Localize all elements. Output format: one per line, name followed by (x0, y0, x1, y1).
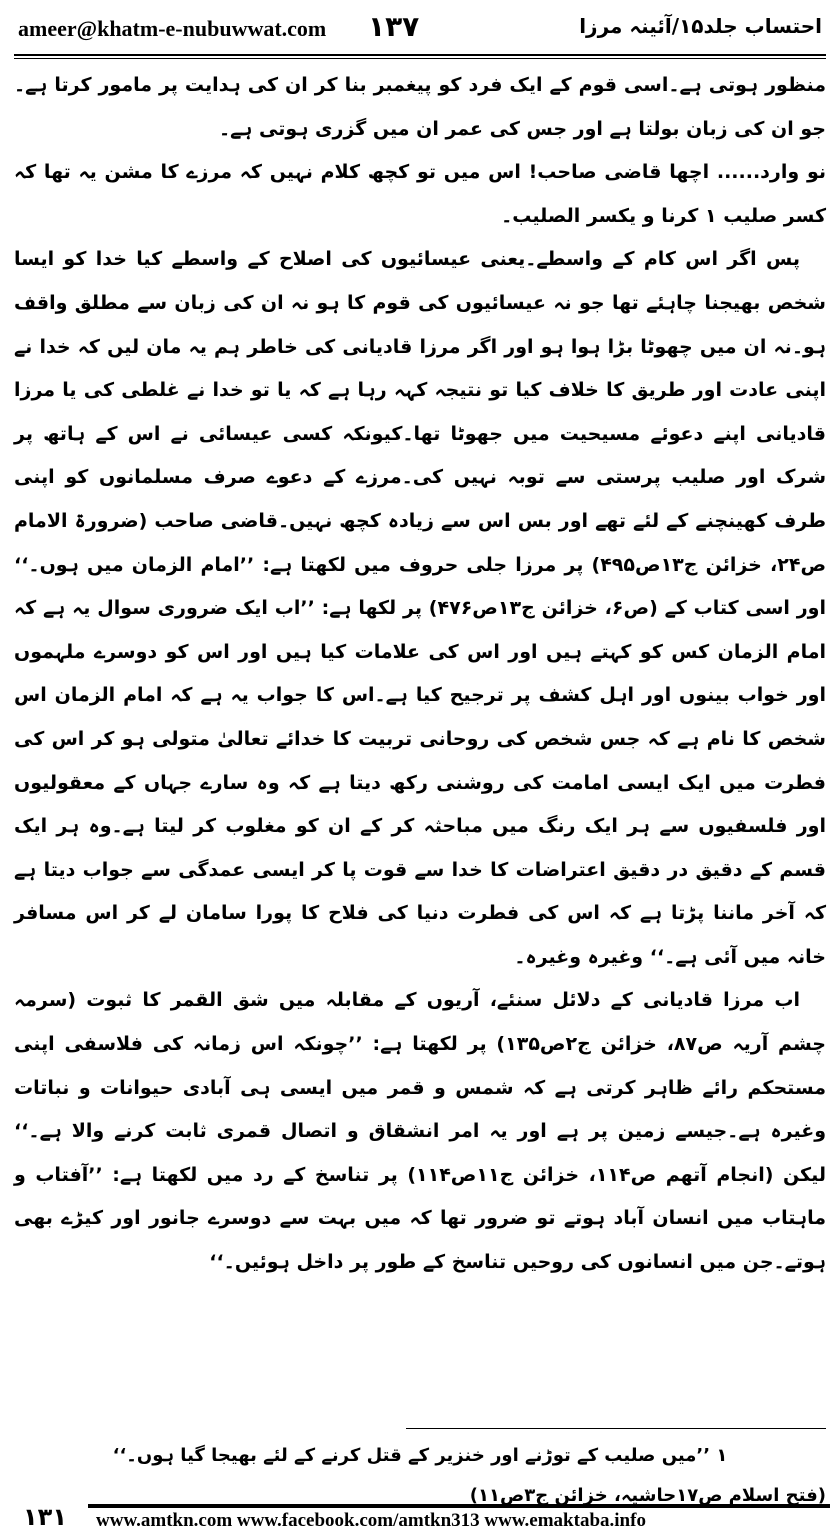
body-text (14, 64, 826, 1285)
footer-urls[interactable]: www.amtkn.com www.facebook.com/amtkn313 www.emaktaba.info (96, 1510, 646, 1531)
paragraph-4: اب مرزا قادیانی کے دلائل سنئے، آریوں کے مقابلہ میں شق القمر کا ثبوت (سرمہ چشم آریہ ص۸۷، خزائن ج۲ص۱۳۵) پر لکھتا ہے: ’’چونکہ اس زمانہ کی فلاسفی اپنی مستحکم رائے ظاہر کرتی ہے کہ شمس و قمر میں ایسی ہی آبادی حیوانات و نباتات وغیرہ ہے۔جیسے زمین پر ہے اور یہ امر انشقاق و اتصال قمری ثابت کرنے والا ہے۔‘‘ لیکن (انجام آتھم ص۱۱۴، خزائن ج۱۱ص۱۱۴) پر تناسخ کے رد میں لکھتا ہے: ’’آفتاب و ماہتاب میں انسان آباد ہوتے تو ضرور تھا کہ میں بہت سے دوسرے جانور اور کیڑے بھی ہوتے۔جن میں انسانوں کی روحیں تناسخ کے طور پر داخل ہوئیں۔‘‘ (14, 989, 826, 1274)
header-book-title: احتساب جلد۱۵/آئینہ مرزا (579, 14, 822, 38)
paragraph-2: نو وارد...... اچھا قاضی صاحب! اس میں تو کچھ کلام نہیں کہ مرزے کا مشن یہ تھا کہ کسر صلیب ۱ کرنا و یکسر الصلیب۔ (14, 161, 826, 227)
page-footer (0, 1500, 840, 1540)
page-header (0, 0, 840, 60)
footer-page-number: ۱۳۱ (23, 1503, 67, 1531)
paragraph-1: منظور ہوتی ہے۔اسی قوم کے ایک فرد کو پیغمبر بنا کر ان کی ہدایت پر مامور کرتا ہے۔جو ان کی زبان بولتا ہے اور جس کی عمر ان میں گزری ہوتی ہے۔ (14, 74, 826, 140)
footnote-text: ۱ ’’میں صلیب کے توڑنے اور خنزیر کے قتل کرنے کے لئے بھیجا گیا ہوں۔‘‘ (112, 1445, 728, 1466)
paragraph-3: پس اگر اس کام کے واسطے۔یعنی عیسائیوں کی اصلاح کے واسطے کیا خدا کو ایسا شخص بھیجنا چاہئے تھا جو نہ عیسائیوں کی قوم کا ہو نہ ان کی زبان سے مطلق واقف ہو۔نہ ان میں چھوٹا بڑا ہوا ہو اور اگر مرزا قادیانی کی خاطر ہم یہ مان لیں کہ خدا نے اپنی عادت اور طریق کا خلاف کیا تو نتیجہ کہہ رہا ہے کہ یا تو خدا نے غلطی کی یا مرزا قادیانی اپنے دعوئے مسیحیت میں جھوٹا تھا۔کیونکہ کسی عیسائی نے اس کے ہاتھ پر شرک اور صلیب پرستی سے توبہ نہیں کی۔مرزے کے دعوے صرف مسلمانوں کو اپنی طرف کھینچنے کے لئے تھے اور بس اس سے زیادہ کچھ نہیں۔قاضی صاحب (ضرورۃ الامام ص۲۴، خزائن ج۱۳ص۴۹۵) پر مرزا جلی حروف میں لکھتا ہے: ’’امام الزمان میں ہوں۔‘‘ اور اسی کتاب کے (ص۶، خزائن ج۱۳ص۴۷۶) پر لکھا ہے: ’’اب ایک ضروری سوال یہ ہے کہ امام الزمان کس کو کہتے ہیں اور اس کی علامات کیا ہیں اور اس کو دوسرے ملہموں اور خواب بینوں اور اہل کشف پر ترجیح کیا ہے۔اس کا جواب یہ ہے کہ امام الزمان اس شخص کا نام ہے کہ جس شخص کی روحانی تربیت کا خدائے تعالیٰ متولی ہو کر اس کی فطرت میں ایک ایسی امامت کی روشنی رکھ دیتا ہے کہ وہ سارے جہاں کے معقولیوں اور فلسفیوں سے ہر ایک رنگ میں مباحثہ کر کے ان کو مغلوب کر لیتا ہے۔وہ ہر ایک قسم کے دقیق در دقیق اعتراضات کا خدا سے قوت پا کر ایسی عمدگی سے جواب دیتا ہے کہ آخر ماننا پڑتا ہے کہ اس کی فطرت دنیا کی فلاح کا پورا سامان لے کر اس مسافر خانہ میں آئی ہے۔‘‘ وغیرہ وغیرہ۔ (14, 248, 826, 968)
header-email[interactable]: ameer@khatm-e-nubuwwat.com (18, 16, 327, 41)
header-divider (14, 54, 826, 59)
footnote-source: (فتح اسلام ص۱۷حاشیہ، خزائن ج۳ص۱۱) (469, 1485, 826, 1506)
header-page-number: ۱۳۷ (368, 10, 420, 43)
footnote-divider (406, 1428, 826, 1429)
